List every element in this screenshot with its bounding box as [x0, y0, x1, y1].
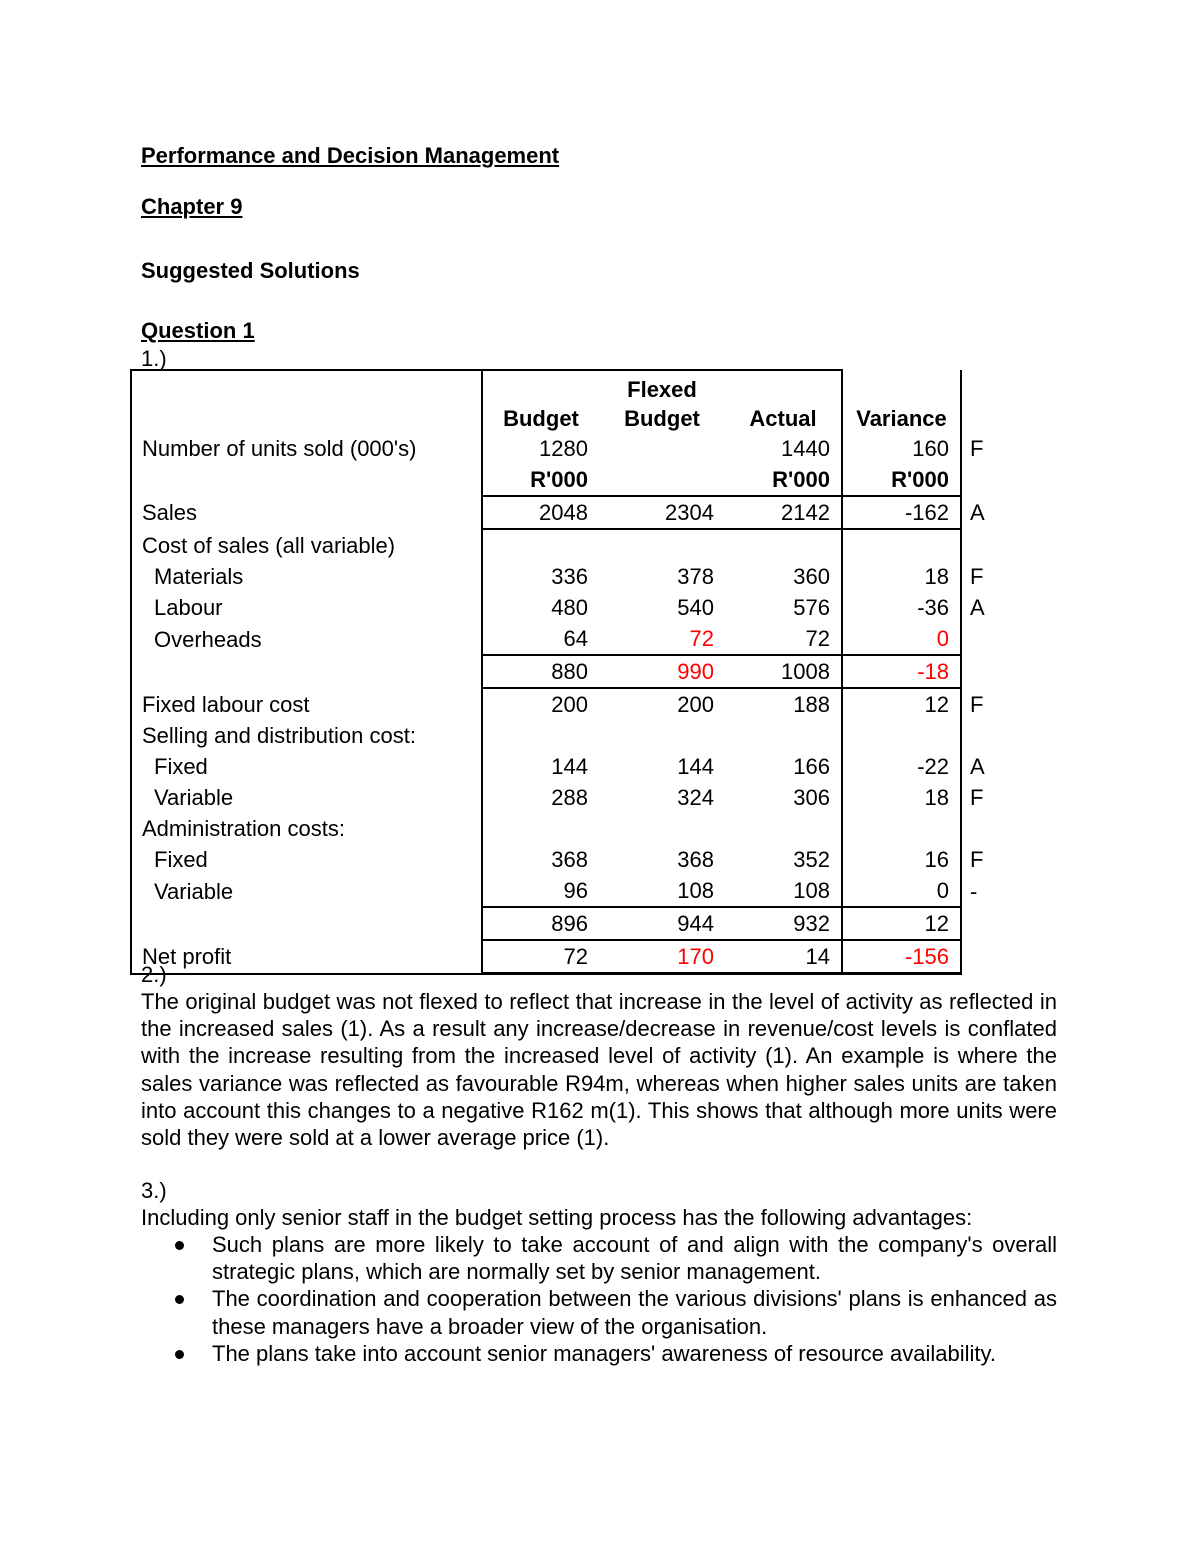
list-item-text: The plans take into account senior managers' awareness of resource availability.	[212, 1340, 996, 1366]
budget-cell: 64	[482, 623, 599, 655]
variance-cell: 18	[842, 561, 961, 592]
variance-flag	[961, 464, 1011, 496]
table-header-row	[131, 370, 1011, 433]
budget-unit-label: R'000	[482, 464, 599, 496]
variance-cell	[842, 529, 961, 561]
advantages-list	[141, 1231, 1057, 1367]
row-label	[131, 561, 482, 592]
header-flexed-line2: Budget	[624, 406, 700, 431]
actual-cell: 1440	[781, 436, 830, 461]
table-row-selling-distribution	[131, 720, 1011, 751]
chapter-heading: Chapter 9	[141, 194, 243, 219]
table-row-units-sold	[131, 433, 1011, 464]
row-label	[131, 782, 482, 813]
header-blank-cell	[131, 370, 482, 433]
row-label: Administration costs:	[131, 813, 482, 844]
list-item-text: Such plans are more likely to take account of and align with the company's overall strategic plans, which are normally set by senior management.	[212, 1232, 1057, 1285]
budget-cell: 2048	[482, 496, 599, 529]
table-row-selling-variable	[131, 782, 1011, 813]
part-2-label: 2.)	[141, 962, 167, 987]
variance-flag	[961, 813, 1011, 844]
variance-cell: 12	[842, 907, 961, 940]
variance-cell: 0	[842, 875, 961, 907]
variance-flag: F	[970, 847, 984, 872]
variance-cell: 18	[842, 782, 961, 813]
variance-cell: -22	[842, 751, 961, 782]
subtitle-heading: Suggested Solutions	[141, 258, 360, 283]
variance-cell: 12	[842, 688, 961, 720]
header-actual: Actual	[725, 370, 842, 433]
budget-cell: 96	[482, 875, 599, 907]
budget-cell: 880	[482, 655, 599, 688]
flexed-cell: 324	[677, 785, 714, 810]
variance-cell	[842, 720, 961, 751]
flexed-cell	[599, 433, 725, 464]
flexed-cell: 944	[599, 907, 725, 940]
flexed-cell	[599, 720, 725, 751]
flexed-cell: 368	[677, 847, 714, 872]
actual-cell	[725, 529, 842, 561]
variance-flag: A	[970, 500, 985, 525]
variance-flag	[961, 655, 1011, 688]
actual-unit-label: R'000	[725, 464, 842, 496]
variance-flag: F	[970, 436, 984, 461]
actual-cell: 108	[725, 875, 842, 907]
row-label-text: Labour	[154, 595, 223, 620]
flexed-cell: 540	[677, 595, 714, 620]
budget-cell	[482, 720, 599, 751]
variance-cell: -18	[842, 655, 961, 688]
row-label-text: Fixed	[154, 847, 208, 872]
row-label-text: Variable	[154, 785, 234, 810]
header-flexed-line1: Flexed	[627, 377, 697, 402]
header-budget: Budget	[482, 370, 599, 433]
budget-cell: 368	[482, 844, 599, 875]
actual-cell: 72	[725, 623, 842, 655]
flexed-cell: 170	[599, 940, 725, 974]
document-title: Performance and Decision Management	[141, 143, 560, 168]
table-row-administration	[131, 813, 1011, 844]
table-row-costs-total	[131, 907, 1011, 940]
variance-cell: -36	[842, 592, 961, 623]
actual-cell	[725, 813, 842, 844]
row-label	[131, 844, 482, 875]
table-row-net-profit	[131, 940, 1011, 974]
budget-cell: 288	[482, 782, 599, 813]
row-label	[131, 464, 482, 496]
actual-cell: 360	[793, 564, 830, 589]
flexed-cell	[599, 529, 725, 561]
row-label: Cost of sales (all variable)	[131, 529, 482, 561]
flexed-cell: 144	[677, 754, 714, 779]
variance-cell: 16	[842, 844, 961, 875]
actual-cell: 576	[793, 595, 830, 620]
budget-cell: 144	[482, 751, 599, 782]
bullet-icon	[175, 1350, 184, 1359]
variance-flag	[961, 720, 1011, 751]
variance-flag	[961, 940, 1011, 974]
budget-cell	[482, 529, 599, 561]
variance-flag	[961, 529, 1011, 561]
flexed-budget-table	[130, 369, 1012, 975]
actual-cell: 352	[793, 847, 830, 872]
variance-flag: F	[970, 785, 984, 810]
table-row-overheads	[131, 623, 1011, 655]
variance-cell: -156	[842, 940, 961, 974]
variance-cell: 160	[842, 433, 961, 464]
row-label-text: Overheads	[154, 626, 262, 652]
row-label: Sales	[131, 496, 482, 529]
list-item-text: The coordination and cooperation between the various divisions' plans is enhanced as these managers have a broader view of the organisation.	[212, 1286, 1057, 1339]
answer-2-paragraph: The original budget was not flexed to reflect that increase in the level of activity as reflected in the increased sales (1). As a result any increase/decrease in revenue/cost levels is conflated with the increase resulting from the increased level of activity (1). An example is where the sales variance was reflected as favourable R94m, whereas when higher sales units are taken into account this changes to a negative R162 m(1). This shows that although more units were sold they were sold at a lower average price (1).	[141, 989, 1057, 1151]
table-row-cost-of-sales-total	[131, 655, 1011, 688]
row-label	[131, 907, 482, 940]
header-flag-blank	[961, 370, 1011, 433]
row-label-text: Materials	[154, 564, 244, 589]
actual-cell: 306	[793, 785, 830, 810]
row-label-text: Fixed	[154, 754, 208, 779]
list-item	[141, 1340, 1057, 1367]
answer-3-intro: Including only senior staff in the budget setting process has the following advantages:	[141, 1205, 973, 1230]
actual-cell: 14	[725, 940, 842, 974]
table-row-materials	[131, 561, 1011, 592]
actual-cell: 1008	[725, 655, 842, 688]
budget-cell	[482, 813, 599, 844]
flexed-cell: 200	[599, 688, 725, 720]
table-row-units	[131, 464, 1011, 496]
flexed-cell: 108	[599, 875, 725, 907]
table-row-fixed-labour	[131, 688, 1011, 720]
row-label	[131, 875, 482, 907]
flexed-cell: 72	[599, 623, 725, 655]
table-row-selling-fixed	[131, 751, 1011, 782]
budget-cell: 1280	[482, 433, 599, 464]
list-item	[141, 1285, 1057, 1339]
actual-cell: 2142	[725, 496, 842, 529]
table-row-admin-variable	[131, 875, 1011, 907]
flexed-unit-label	[599, 464, 725, 496]
flexed-cell	[599, 813, 725, 844]
header-flexed-budget	[599, 370, 725, 433]
row-label: Number of units sold (000's)	[131, 433, 482, 464]
part-3-label: 3.)	[141, 1178, 167, 1203]
bullet-icon	[175, 1295, 184, 1304]
budget-cell: 72	[482, 940, 599, 974]
row-label	[131, 592, 482, 623]
budget-cell: 200	[482, 688, 599, 720]
actual-cell: 188	[725, 688, 842, 720]
flexed-cell: 990	[599, 655, 725, 688]
header-variance: Variance	[842, 370, 961, 433]
variance-unit-label: R'000	[842, 464, 961, 496]
row-label: Net profit	[131, 940, 482, 974]
flexed-cell: 378	[677, 564, 714, 589]
row-label-text: Variable	[154, 878, 234, 904]
budget-cell: 336	[482, 561, 599, 592]
actual-cell: 166	[793, 754, 830, 779]
actual-cell	[725, 720, 842, 751]
table-row-cost-of-sales	[131, 529, 1011, 561]
variance-flag: A	[970, 754, 985, 779]
row-label: Selling and distribution cost:	[131, 720, 482, 751]
variance-flag	[961, 623, 1011, 655]
table-row-sales	[131, 496, 1011, 529]
variance-flag	[961, 907, 1011, 940]
part-1-label: 1.)	[141, 346, 167, 371]
budget-cell: 480	[482, 592, 599, 623]
flexed-cell: 2304	[599, 496, 725, 529]
question-heading: Question 1	[141, 318, 255, 343]
row-label	[131, 623, 482, 655]
bullet-icon	[175, 1241, 184, 1250]
variance-flag: F	[970, 564, 984, 589]
variance-cell	[842, 813, 961, 844]
row-label	[131, 751, 482, 782]
list-item	[141, 1231, 1057, 1285]
variance-flag: A	[970, 595, 985, 620]
budget-cell: 896	[482, 907, 599, 940]
row-label	[131, 655, 482, 688]
variance-cell: 0	[842, 623, 961, 655]
actual-cell: 932	[725, 907, 842, 940]
variance-flag: F	[970, 691, 984, 717]
table-row-admin-fixed	[131, 844, 1011, 875]
row-label: Fixed labour cost	[131, 688, 482, 720]
variance-cell: -162	[842, 496, 961, 529]
variance-flag: -	[970, 878, 978, 904]
table-row-labour	[131, 592, 1011, 623]
